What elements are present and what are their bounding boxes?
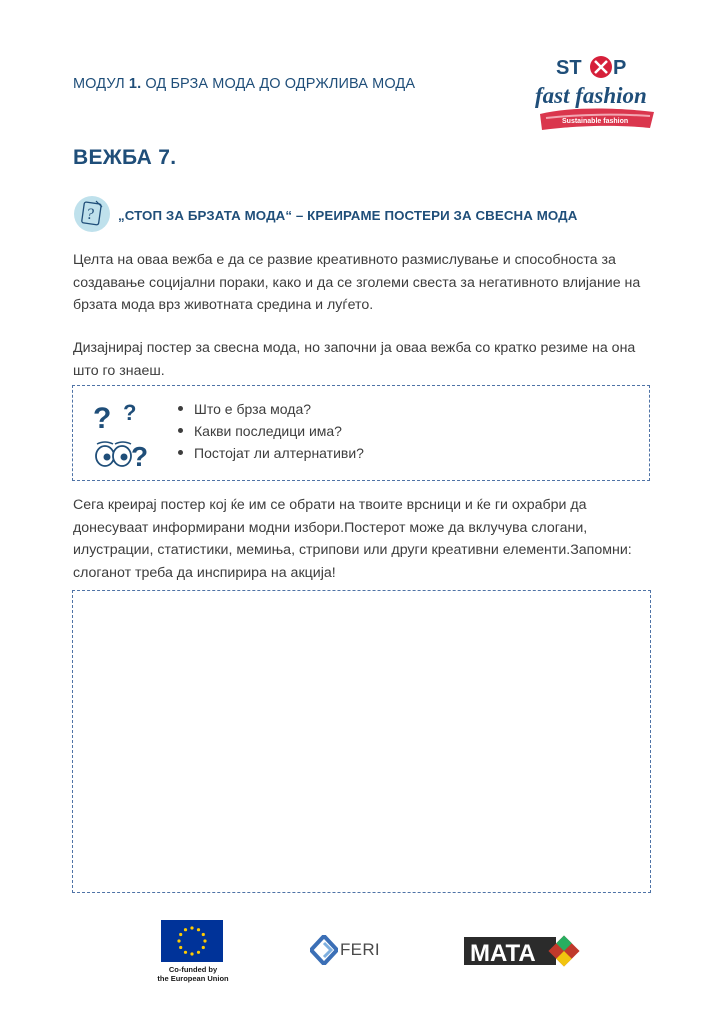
logo-word-st: ST: [556, 57, 582, 79]
module-header: [73, 76, 415, 92]
questions-box: [72, 385, 650, 481]
exercise-subtitle: „СТОП ЗА БРЗАТА МОДА“ – КРЕИРАМЕ ПОСТЕРИ ЗА СВЕСНА МОДА: [118, 208, 578, 223]
instruction-paragraph: Дизајнирај постер за свесна мода, но започни ја оваа вежба со кратко резиме на она што го знаеш.: [73, 340, 636, 379]
feri-wordmark: FERI: [340, 940, 380, 959]
svg-text:?: ?: [123, 400, 137, 425]
list-item: Постојат ли алтернативи?: [177, 442, 364, 464]
intro-paragraph: Целта на оваа вежба е да се развие креативното размислување и способноста за создавање социјални пораки, како и да се зголеми свеста за негативното влијание на брзата мода врз животната средина и луѓето.: [73, 252, 641, 313]
eu-cofunded-logo: [157, 920, 232, 986]
module-number: 1.: [128, 76, 142, 92]
list-item: Какви последици има?: [177, 420, 364, 442]
exercise-title: ВЕЖБА 7.: [73, 146, 177, 169]
eu-flag-icon: [161, 920, 223, 962]
stop-fast-fashion-logo: [532, 48, 662, 138]
logo-fast-fashion: fast fashion: [535, 83, 647, 108]
logo-tagline: Sustainable fashion: [562, 118, 629, 125]
poster-drawing-area[interactable]: [72, 590, 651, 893]
eu-caption-line-1: Co-funded by: [168, 965, 218, 974]
eu-caption-line-2: the European Union: [157, 974, 229, 983]
module-title: ОД БРЗА МОДА ДО ОДРЖЛИВА МОДА: [141, 76, 416, 92]
module-prefix: МОДУЛ: [73, 76, 129, 92]
svg-text:?: ?: [131, 441, 149, 472]
logo-word-p: P: [613, 57, 627, 79]
question-marks-eyes-icon: [93, 396, 155, 472]
task-paragraph: Сега креирај постер кој ќе им се обрати на твоите врсници и ќе ги охрабри да донесуваат информирани модни избори.Постерот може да вклучува слогани, илустрации, статистики, мемиња, стрипови или други креативни елементи.Запомни: слоганот треба да инспирира на акција!: [73, 497, 632, 581]
think-question-icon: [72, 195, 112, 233]
feri-logo: [310, 933, 390, 967]
svg-text:?: ?: [93, 402, 112, 435]
feri-logo-icon: [310, 935, 338, 965]
eu-caption: [151, 965, 235, 983]
svg-text:?: ?: [86, 206, 94, 223]
questions-list: [177, 398, 364, 464]
list-item: Што е брза мода?: [177, 398, 364, 420]
mata-logo-icon: [464, 933, 584, 969]
mata-wordmark: MATA: [470, 940, 536, 967]
